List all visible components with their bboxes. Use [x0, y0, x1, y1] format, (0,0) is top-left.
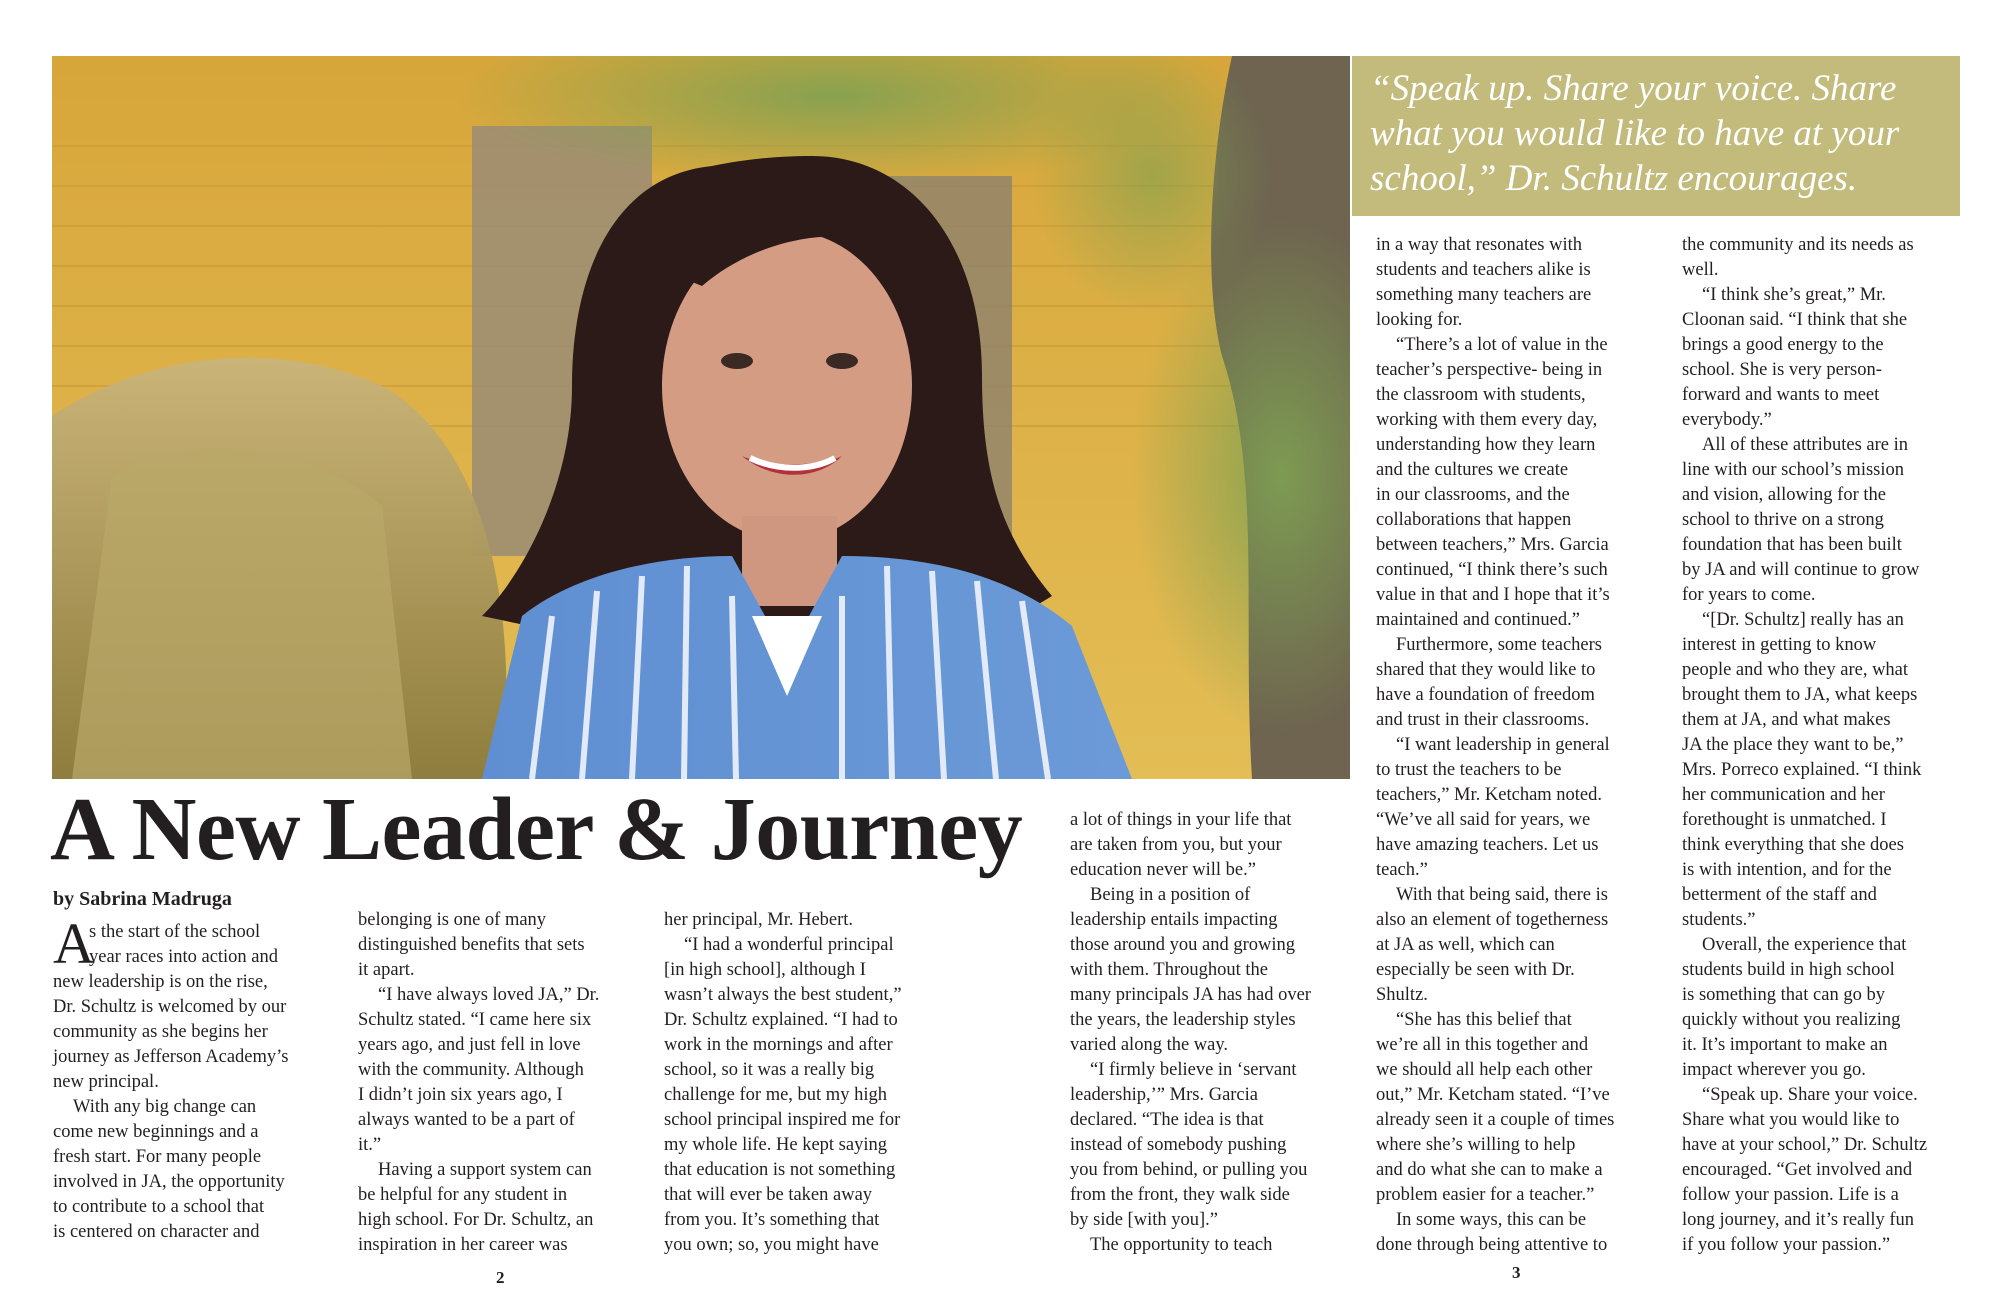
text-line: interest in getting to know — [1682, 635, 1877, 655]
text-line: already seen it a couple of times — [1376, 1110, 1615, 1130]
text-line: understanding how they learn — [1376, 435, 1596, 455]
article-column-6 — [1682, 233, 1982, 1258]
text-line: instead of somebody pushing — [1070, 1135, 1287, 1155]
text-line: follow your passion. Life is a — [1682, 1185, 1899, 1205]
text-line: by side [with you].” — [1070, 1210, 1218, 1230]
text-line: students and teachers alike is — [1376, 260, 1591, 280]
text-line: students build in high school — [1682, 960, 1895, 980]
text-line: and trust in their classrooms. — [1376, 710, 1590, 730]
text-line: you from behind, or pulling you — [1070, 1160, 1308, 1180]
text-line: “There’s a lot of value in the — [1396, 335, 1608, 355]
text-line: her principal, Mr. Hebert. — [664, 910, 854, 930]
text-line: continued, “I think there’s such — [1376, 560, 1608, 580]
text-line: fresh start. For many people — [53, 1147, 262, 1167]
text-line: work in the mornings and after — [664, 1035, 893, 1055]
text-line: people and who they are, what — [1682, 660, 1909, 680]
text-line: Being in a position of — [1090, 885, 1251, 905]
text-line: with the community. Although — [358, 1060, 584, 1080]
text-line: distinguished benefits that sets — [358, 935, 585, 955]
text-line: in a way that resonates with — [1376, 235, 1583, 255]
text-line: with them. Throughout the — [1070, 960, 1268, 980]
text-line: school principal inspired me for — [664, 1110, 901, 1130]
text-line: be helpful for any student in — [358, 1185, 568, 1205]
text-line: education never will be.” — [1070, 860, 1256, 880]
text-line: them at JA, and what makes — [1682, 710, 1891, 730]
article-column-4 — [1070, 808, 1360, 1258]
text-line: we should all help each other — [1376, 1060, 1593, 1080]
text-line: I didn’t join six years ago, I — [358, 1085, 563, 1105]
text-line: to trust the teachers to be — [1376, 760, 1562, 780]
pull-quote-text: “Speak up. Share your voice. Share what you would like to have at your school,” Dr. Schultz encourages. — [1370, 68, 1900, 199]
text-line: forethought is unmatched. I — [1682, 810, 1887, 830]
text-line: [in high school], although I — [664, 960, 866, 980]
text-line: Dr. Schultz explained. “I had to — [664, 1010, 898, 1030]
text-line: leadership entails impacting — [1070, 910, 1278, 930]
text-line: Mrs. Porreco explained. “I think — [1682, 760, 1922, 780]
text-line: well. — [1682, 260, 1719, 280]
text-line: something many teachers are — [1376, 285, 1592, 305]
pull-quote-box — [1352, 56, 1960, 216]
text-line: Having a support system can — [378, 1160, 592, 1180]
text-line: my whole life. He kept saying — [664, 1135, 887, 1155]
text-line: A s the start of the school — [53, 911, 261, 976]
text-line: from you. It’s something that — [664, 1210, 880, 1230]
text-line: “Speak up. Share your voice. — [1702, 1085, 1918, 1105]
text-line: by JA and will continue to grow — [1682, 560, 1920, 580]
text-line: “We’ve all said for years, we — [1376, 810, 1591, 830]
text-line: and do what she can to make a — [1376, 1160, 1603, 1180]
text-line: line with our school’s mission — [1682, 460, 1904, 480]
text-line: that education is not something — [664, 1160, 896, 1180]
text-line: you own; so, you might have — [664, 1235, 879, 1255]
text-line: “She has this belief that — [1396, 1010, 1572, 1030]
text-line: leadership,’” Mrs. Garcia — [1070, 1085, 1258, 1105]
text-line: working with them every day, — [1376, 410, 1598, 430]
text-line: teachers,” Mr. Ketcham noted. — [1376, 785, 1603, 805]
text-line: Dr. Schultz is welcomed by our — [53, 997, 287, 1017]
portrait-illustration — [52, 56, 1350, 779]
text-line: teacher’s perspective- being in — [1376, 360, 1603, 380]
text-line: school, so it was a really big — [664, 1060, 875, 1080]
text-line: it. It’s important to make an — [1682, 1035, 1888, 1055]
text-line: school to thrive on a strong — [1682, 510, 1884, 530]
text-line: in our classrooms, and the — [1376, 485, 1570, 505]
text-line: new leadership is on the rise, — [53, 972, 268, 992]
text-line: everybody.” — [1682, 410, 1772, 430]
text-line: brought them to JA, what keeps — [1682, 685, 1918, 705]
byline: by Sabrina Madruga — [53, 888, 232, 910]
text-line: the years, the leadership styles — [1070, 1010, 1296, 1030]
text-line: journey as Jefferson Academy’s — [53, 1047, 289, 1067]
text-line: where she’s willing to help — [1376, 1135, 1576, 1155]
text-line: that will ever be taken away — [664, 1185, 873, 1205]
text-line: long journey, and it’s really fun — [1682, 1210, 1915, 1230]
text-line: come new beginnings and a — [53, 1122, 259, 1142]
text-line: is centered on character and — [53, 1222, 260, 1242]
text-line: done through being attentive to — [1376, 1235, 1608, 1255]
text-line: betterment of the staff and — [1682, 885, 1877, 905]
text-line: new principal. — [53, 1072, 159, 1092]
article-column-2 — [358, 908, 648, 1258]
text-line: Overall, the experience that — [1702, 935, 1907, 955]
article-column-5 — [1376, 233, 1671, 1258]
text-line: if you follow your passion.” — [1682, 1235, 1891, 1255]
text-line: at JA as well, which can — [1376, 935, 1555, 955]
text-line: With any big change can — [73, 1097, 257, 1117]
text-line: always wanted to be a part of — [358, 1110, 575, 1130]
text-line: declared. “The idea is that — [1070, 1110, 1264, 1130]
text-line: brings a good energy to the — [1682, 335, 1884, 355]
text-line: belonging is one of many — [358, 910, 547, 930]
text-line: quickly without you realizing — [1682, 1010, 1901, 1030]
text-line: we’re all in this together and — [1376, 1035, 1589, 1055]
text-line: With that being said, there is — [1396, 885, 1608, 905]
text-line: encouraged. “Get involved and — [1682, 1160, 1913, 1180]
text-line: foundation that has been built — [1682, 535, 1902, 555]
text-line: Schultz stated. “I came here six — [358, 1010, 592, 1030]
text-line: varied along the way. — [1070, 1035, 1229, 1055]
text-line: Furthermore, some teachers — [1396, 635, 1602, 655]
text-line: are taken from you, but your — [1070, 835, 1282, 855]
text-line: to contribute to a school that — [53, 1197, 265, 1217]
text-line: year races into action and — [89, 947, 279, 967]
portrait-photo — [52, 56, 1350, 779]
text-line: is something that can go by — [1682, 985, 1885, 1005]
text-line: between teachers,” Mrs. Garcia — [1376, 535, 1609, 555]
text-line: maintained and continued.” — [1376, 610, 1580, 630]
text-line: out,” Mr. Ketcham stated. “I’ve — [1376, 1085, 1610, 1105]
text-line: think everything that she does — [1682, 835, 1904, 855]
text-line: “I have always loved JA,” Dr. — [378, 985, 600, 1005]
article-column-1 — [53, 911, 343, 1245]
text-line: Shultz. — [1376, 985, 1428, 1005]
text-line: have at your school,” Dr. Schultz — [1682, 1135, 1928, 1155]
text-line: “I had a wonderful principal — [684, 935, 894, 955]
text-line: and the cultures we create — [1376, 460, 1569, 480]
text-line: students.” — [1682, 910, 1756, 930]
text-line: her communication and her — [1682, 785, 1885, 805]
text-line: and vision, allowing for the — [1682, 485, 1886, 505]
text-line: from the front, they walk side — [1070, 1185, 1290, 1205]
text-line: community as she begins her — [53, 1022, 268, 1042]
text-line: shared that they would like to — [1376, 660, 1596, 680]
text-line: JA the place they want to be,” — [1682, 735, 1904, 755]
text-line: the community and its needs as — [1682, 235, 1914, 255]
text-line: many principals JA has had over — [1070, 985, 1311, 1005]
text-line: wasn’t always the best student,” — [664, 985, 902, 1005]
text-line: also an element of togetherness — [1376, 910, 1609, 930]
text-line: is with intention, and for the — [1682, 860, 1892, 880]
text-line: “I firmly believe in ‘servant — [1090, 1060, 1297, 1080]
drop-cap: A — [53, 911, 95, 976]
text-line: value in that and I hope that it’s — [1376, 585, 1610, 605]
text-line: “I want leadership in general — [1396, 735, 1610, 755]
text-line: the classroom with students, — [1376, 385, 1586, 405]
text-line: teach.” — [1376, 860, 1428, 880]
text-line: problem easier for a teacher.” — [1376, 1185, 1595, 1205]
text-line: have a foundation of freedom — [1376, 685, 1595, 705]
text-line: especially be seen with Dr. — [1376, 960, 1575, 980]
text-line: Cloonan said. “I think that she — [1682, 310, 1908, 330]
page-number-right: 3 — [1512, 1263, 1521, 1282]
text-line: it.” — [358, 1135, 382, 1155]
page-number-left: 2 — [496, 1268, 505, 1287]
text-line: collaborations that happen — [1376, 510, 1572, 530]
text-line: high school. For Dr. Schultz, an — [358, 1210, 594, 1230]
article-column-3 — [664, 908, 954, 1258]
text-line: looking for. — [1376, 310, 1463, 330]
text-line: All of these attributes are in — [1702, 435, 1909, 455]
text-line: “I think she’s great,” Mr. — [1702, 285, 1886, 305]
text-line: have amazing teachers. Let us — [1376, 835, 1599, 855]
text-line: In some ways, this can be — [1396, 1210, 1587, 1230]
text-line: it apart. — [358, 960, 415, 980]
text-line: involved in JA, the opportunity — [53, 1172, 285, 1192]
text-line: those around you and growing — [1070, 935, 1296, 955]
text-line: Share what you would like to — [1682, 1110, 1900, 1130]
article-headline: A New Leader & Journey — [50, 780, 1023, 879]
text-line: inspiration in her career was — [358, 1235, 568, 1255]
text-line: impact wherever you go. — [1682, 1060, 1866, 1080]
text-line: “[Dr. Schultz] really has an — [1702, 610, 1904, 630]
text-line: forward and wants to meet — [1682, 385, 1880, 405]
text-line: challenge for me, but my high — [664, 1085, 887, 1105]
text-line: a lot of things in your life that — [1070, 810, 1292, 830]
text-line: school. She is very person- — [1682, 360, 1882, 380]
text-line: for years to come. — [1682, 585, 1816, 605]
text-line: The opportunity to teach — [1090, 1235, 1273, 1255]
text-line: years ago, and just fell in love — [358, 1035, 581, 1055]
